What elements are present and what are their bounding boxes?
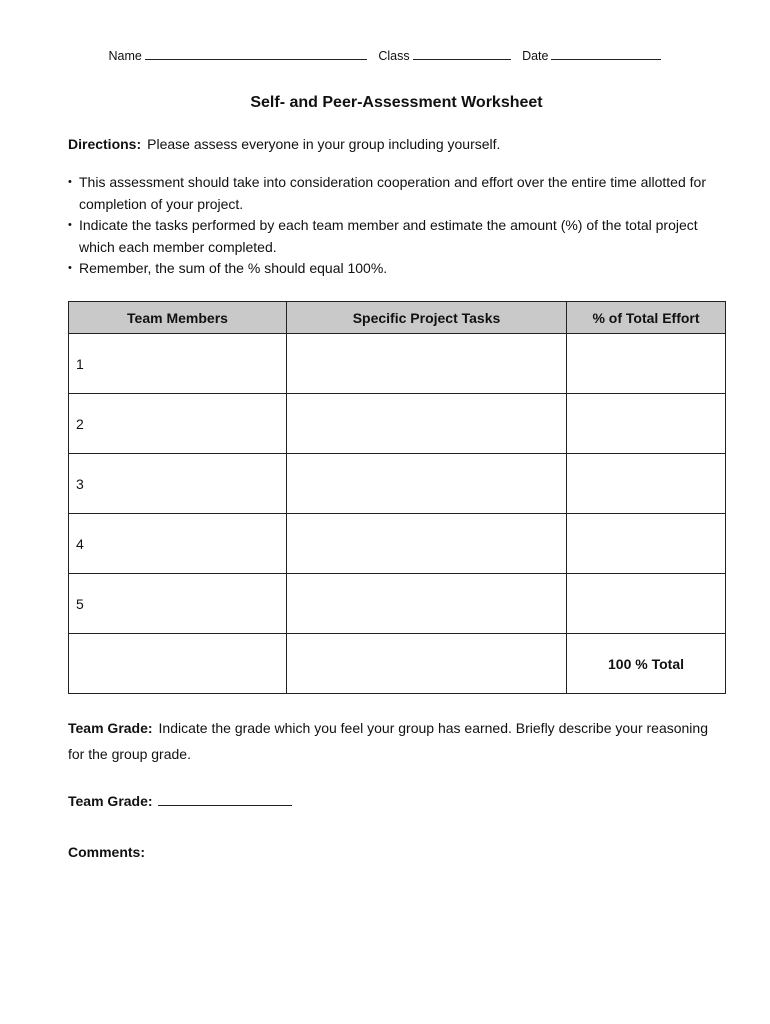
table-row xyxy=(69,454,726,514)
tasks-cell[interactable] xyxy=(287,454,567,514)
total-row-empty-cell[interactable] xyxy=(287,634,567,694)
tasks-cell[interactable] xyxy=(287,514,567,574)
team-grade-line-label: Team Grade: xyxy=(68,793,153,809)
directions-text: Please assess everyone in your group including yourself. xyxy=(147,136,501,152)
directions xyxy=(68,136,500,152)
directions-label: Directions: xyxy=(68,136,142,152)
column-header-team-members: Team Members xyxy=(69,302,287,334)
date-field xyxy=(522,47,661,63)
column-header-total-effort: % of Total Effort xyxy=(567,302,726,334)
effort-cell[interactable] xyxy=(567,394,726,454)
tasks-cell[interactable] xyxy=(287,334,567,394)
instructions-list xyxy=(68,172,718,280)
effort-cell[interactable] xyxy=(567,574,726,634)
effort-cell[interactable] xyxy=(567,454,726,514)
name-blank-line[interactable] xyxy=(145,47,367,60)
team-grade-label: Team Grade: xyxy=(68,720,153,736)
list-item: • Indicate the tasks performed by each team member and estimate the amount (%) of the total project which each member completed. xyxy=(68,217,698,255)
table-total-row xyxy=(69,634,726,694)
tasks-cell[interactable] xyxy=(287,394,567,454)
member-cell[interactable]: 3 xyxy=(69,454,287,514)
member-cell[interactable]: 4 xyxy=(69,514,287,574)
bullet-icon: • xyxy=(68,219,72,231)
member-cell[interactable]: 5 xyxy=(69,574,287,634)
date-label: Date xyxy=(522,49,549,63)
team-grade-instructions xyxy=(68,715,708,767)
member-cell[interactable]: 2 xyxy=(69,394,287,454)
tasks-cell[interactable] xyxy=(287,574,567,634)
team-grade-field xyxy=(68,793,292,809)
student-info-row xyxy=(0,47,770,63)
date-blank-line[interactable] xyxy=(551,47,661,60)
total-row-empty-cell[interactable] xyxy=(69,634,287,694)
table-row xyxy=(69,514,726,574)
effort-cell[interactable] xyxy=(567,334,726,394)
name-label: Name xyxy=(108,49,142,63)
worksheet-title: Self- and Peer-Assessment Worksheet xyxy=(250,94,543,111)
team-grade-text: Indicate the grade which you feel your group has earned. Briefly describe your reasoning for the group grade. xyxy=(68,720,708,762)
list-item: • Remember, the sum of the % should equal 100%. xyxy=(68,258,718,280)
class-label: Class xyxy=(378,49,410,63)
bullet-icon: • xyxy=(68,176,72,188)
table-row xyxy=(69,394,726,454)
member-cell[interactable]: 1 xyxy=(69,334,287,394)
name-field xyxy=(109,47,367,63)
team-grade-blank-line[interactable] xyxy=(158,793,292,806)
comments-label: Comments: xyxy=(68,844,146,860)
total-effort-cell: 100 % Total xyxy=(567,634,726,694)
class-field xyxy=(378,47,510,63)
class-blank-line[interactable] xyxy=(413,47,511,60)
table-header-row xyxy=(69,302,726,334)
table-row xyxy=(69,574,726,634)
bullet-icon: • xyxy=(68,262,72,274)
effort-cell[interactable] xyxy=(567,514,726,574)
column-header-project-tasks: Specific Project Tasks xyxy=(287,302,567,334)
list-item: • This assessment should take into consideration cooperation and effort over the entire time allotted for completion of your project. xyxy=(68,174,706,212)
table-row xyxy=(69,334,726,394)
effort-table xyxy=(68,301,726,694)
